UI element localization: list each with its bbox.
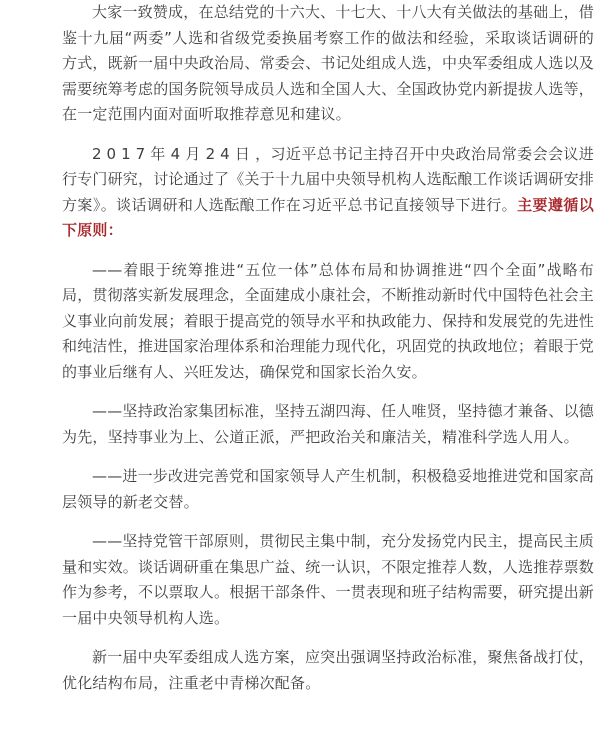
- article-body: [62, 0, 594, 710]
- paragraph-intro: 大家一致赞成，在总结党的十六大、十七大、十八大有关做法的基础上，借鉴十九届“两委”人选和省级党委换届考察工作的做法和经验，采取谈话调研的方式，既新一届中央政治局、常委会、书记处组成人选，中央军委组成人选以及需要统筹考虑的国务院领导成员人选和全国人大、全国政协党内新提拔人选等，在一定范围内面对面听取推荐意见和建议。: [62, 3, 595, 123]
- principles-heading: 主要遵循以下原则：: [62, 195, 594, 239]
- meeting-date: 2017年4月24日: [92, 144, 256, 163]
- paragraph-meeting: [62, 142, 594, 244]
- principle-party-cadres: ——坚持党管干部原则，贯彻民主集中制，充分发扬党内民主，提高民主质量和实效。谈话调研重在集思广益、统一认识，不限定推荐人数，人选推荐票数作为参考，不以票取人。根据干部条件、一贯表现和班子结构需要，研究提出新一届中央领导机构人选。: [62, 532, 595, 627]
- meeting-text: ，习近平总书记主持召开中央政治局常委会会议进行专门研究，讨论通过了《关于十九届中央领导机构人选酝酿工作谈话调研安排方案》。谈话调研和人选酝酿工作在习近平总书记直接领导下进行。: [62, 144, 595, 214]
- paragraph-military-commission: 新一届中央军委组成人选方案，应突出强调坚持政治标准，聚焦备战打仗，优化结构布局，注重老中青梯次配备。: [62, 648, 594, 692]
- principle-statesman-standard: ——坚持政治家集团标准，坚持五湖四海、任人唯贤，坚持德才兼备、以德为先，坚持事业为上、公道正派，严把政治关和廉洁关，精准科学选人用人。: [62, 402, 594, 446]
- principle-leadership-mechanism: ——进一步改进完善党和国家领导人产生机制，积极稳妥地推进党和国家高层领导的新老交替。: [62, 467, 594, 511]
- principle-overall-layout: ——着眼于统筹推进“五位一体”总体布局和协调推进“四个全面”战略布局，贯彻落实新发展理念，全面建成小康社会，不断推动新时代中国特色社会主义事业向前发展；着眼于提高党的领导水平和执政能力、保持和发展党的先进性和纯洁性，推进国家治理体系和治理能力现代化，巩固党的执政地位；着眼于党的事业后继有人、兴旺发达，确保党和国家长治久安。: [62, 260, 595, 381]
